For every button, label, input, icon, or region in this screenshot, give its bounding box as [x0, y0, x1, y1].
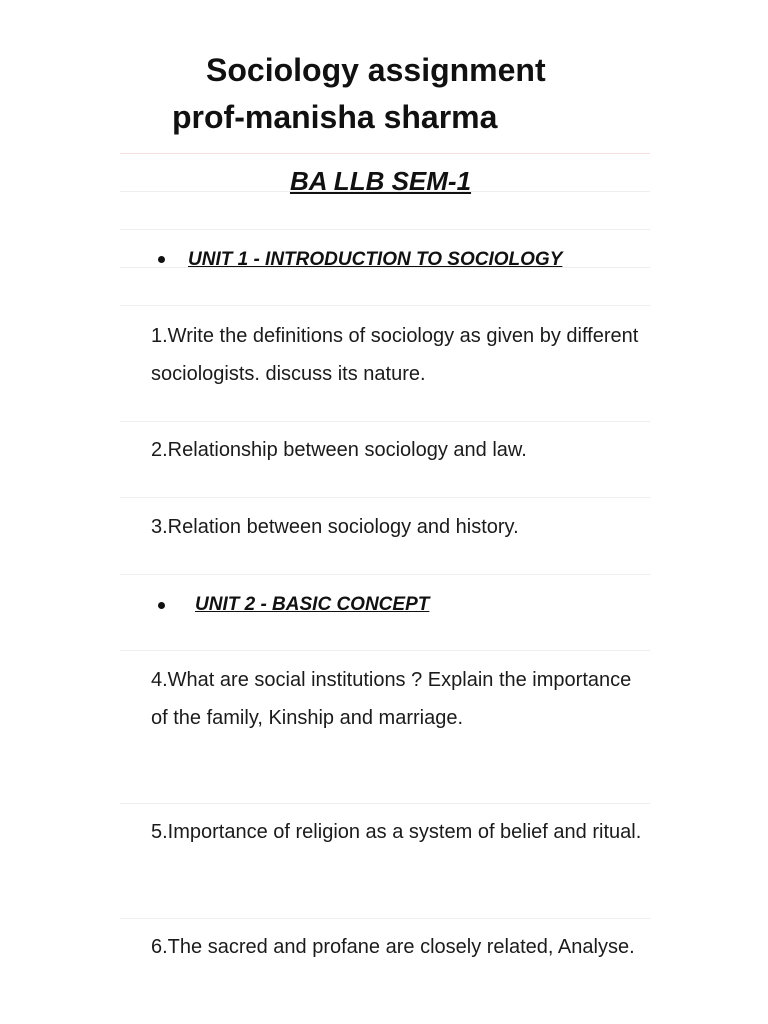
question-2: 2.Relationship between sociology and law.: [151, 439, 527, 461]
ruled-line: [120, 497, 650, 498]
course-heading: BA LLB SEM-1: [290, 166, 472, 196]
ruled-line: [120, 650, 650, 651]
question-6: 6.The sacred and profane are closely related, Analyse.: [151, 936, 635, 958]
ruled-line: [120, 803, 650, 804]
unit-2-heading: UNIT 2 - BASIC CONCEPT: [195, 594, 430, 615]
bullet-icon: [158, 256, 165, 263]
question-3: 3.Relation between sociology and history.: [151, 516, 519, 538]
ruled-line: [120, 229, 650, 230]
question-4: 4.What are social institutions ? Explain the importance of the family, Kinship and marriage.: [151, 669, 632, 729]
unit-1-heading: UNIT 1 - INTRODUCTION TO SOCIOLOGY: [188, 249, 563, 270]
ruled-line: [120, 305, 650, 306]
ruled-line: [120, 421, 650, 422]
document-subtitle: prof-manisha sharma: [172, 99, 498, 135]
ruled-line: [120, 574, 650, 575]
document-title: Sociology assignment: [206, 52, 546, 88]
ruled-line: [120, 918, 650, 919]
bullet-icon: [158, 602, 165, 609]
question-5: 5.Importance of religion as a system of belief and ritual.: [151, 821, 642, 843]
ruled-line: [120, 153, 650, 154]
question-1: 1.Write the definitions of sociology as given by different sociologists. discuss its nature.: [151, 325, 639, 385]
